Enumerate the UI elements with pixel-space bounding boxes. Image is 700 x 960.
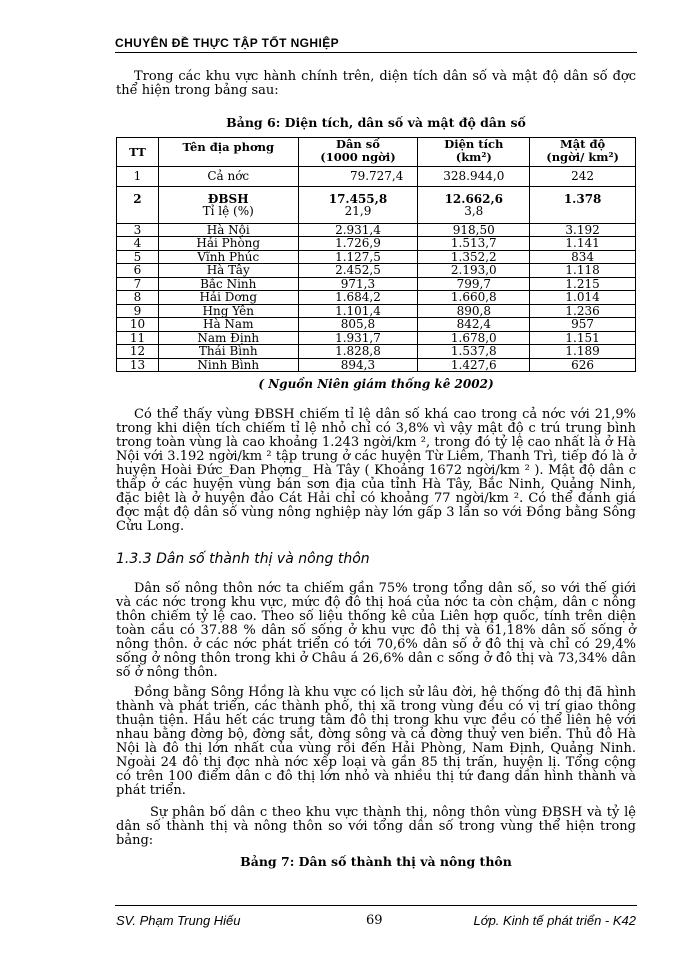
cell-tt: 3 (117, 223, 159, 237)
cell-area: 918,50 (418, 223, 530, 237)
dbsh-pop-pct: 21,9 (344, 204, 372, 218)
table6-caption: Bảng 6: Diện tích, dân số và mật độ dân số (226, 115, 526, 130)
cell-tt: 1 (117, 167, 159, 187)
table-row-dbsh (117, 186, 636, 223)
cell-name: Bắc Ninh (158, 277, 298, 291)
page-number: 69 (366, 913, 383, 928)
cell-pop: 2.452,5 (298, 264, 418, 278)
table6-header-row (117, 138, 636, 167)
paragraph-urban (116, 686, 636, 798)
cell-area: 2.193,0 (418, 264, 530, 278)
intro-text: Trong các khu vực hành chính trên, diện tích dân số và mật độ dân số đợc thể hiện trong bảng sau: (116, 69, 636, 98)
table-row (117, 304, 636, 318)
cell-tt: 5 (117, 250, 159, 264)
cell-density: 1.378 (530, 186, 636, 223)
cell-density: 3.192 (530, 223, 636, 237)
cell-tt: 13 (117, 358, 159, 372)
table-row (117, 277, 636, 291)
dbsh-pop: 17.455,8 (328, 191, 388, 206)
cell-area: 842,4 (418, 318, 530, 332)
cell-density: 1.215 (530, 277, 636, 291)
table-row (117, 223, 636, 237)
table-row (117, 291, 636, 305)
cell-tt: 9 (117, 304, 159, 318)
footer-class: Lớp. Kinh tế phát triển - K42 (473, 913, 636, 928)
cell-density: 1.014 (530, 291, 636, 305)
table7-caption: Bảng 7: Dân số thành thị và nông thôn (240, 854, 512, 869)
cell-name: Hải Phòng (158, 237, 298, 251)
paragraph-density (116, 408, 636, 534)
cell-tt: 10 (117, 318, 159, 332)
cell-name: Nam Định (158, 331, 298, 345)
paragraph-density-text: Có thể thấy vùng ĐBSH chiếm tỉ lệ dân số khá cao trong cả nớc với 21,9% trong khi diện tích chiếm tỉ lệ nhỏ chỉ có 3,8% vì vậy mật độ c trú trung bình trong toàn vùng là cao khoảng 1.243 ngời/km ², trong đó tỷ lệ cao nhất là ở Hà Nội với 3.192 ngời/km ² tập trung ở các huyện Từ Liêm, Thanh Trì, tiếp đó là ở huyện Hoài Đức_Đan Phợng_ Hà Tây ( Khoảng 1672 ngời/km ² ). Mật độ dân c thấp ở các huyện vùng bán sơn địa của tỉnh Hà Tây, Bắc Ninh, Quảng Ninh, đặc biệt là ở huyện đảo Cát Hải chỉ có khoảng 77 ngời/km ². Có thể đánh giá đợc mật độ dân số vùng nông nghiệp này lớn gấp 3 lần so với Đồng bằng Sông Cửu Long. (116, 407, 636, 534)
table-row (117, 237, 636, 251)
cell-pop: 1.828,8 (298, 345, 418, 359)
cell-density: 626 (530, 358, 636, 372)
cell-tt: 11 (117, 331, 159, 345)
cell-area: 799,7 (418, 277, 530, 291)
cell-name: Hải Dơng (158, 291, 298, 305)
dbsh-area-pct: 3,8 (464, 204, 484, 218)
cell-name: Hng Yên (158, 304, 298, 318)
header-area (418, 138, 530, 167)
cell-tt: 2 (117, 186, 159, 223)
cell-area: 1.537,8 (418, 345, 530, 359)
cell-area: 1.427,6 (418, 358, 530, 372)
header-pop (298, 138, 418, 167)
cell-pop: 894,3 (298, 358, 418, 372)
cell-tt: 7 (117, 277, 159, 291)
cell-area: 1.660,8 (418, 291, 530, 305)
footer-author: SV. Phạm Trung Hiếu (116, 913, 241, 928)
cell-pop: 1.101,4 (298, 304, 418, 318)
table-row (117, 264, 636, 278)
cell-name: Cả nớc (158, 167, 298, 187)
cell-density: 834 (530, 250, 636, 264)
cell-pop: 805,8 (298, 318, 418, 332)
table-row (117, 358, 636, 372)
table-row (117, 167, 636, 187)
table6 (116, 137, 636, 372)
cell-pop: 2.931,4 (298, 223, 418, 237)
cell-pop: 971,3 (298, 277, 418, 291)
cell-name: Thái Bình (158, 345, 298, 359)
header-tt: TT (117, 138, 159, 167)
cell-tt: 12 (117, 345, 159, 359)
cell-pop: 1.726,9 (298, 237, 418, 251)
cell-name: Hà Nội (158, 223, 298, 237)
header-density (530, 138, 636, 167)
footer-rule (115, 905, 637, 906)
paragraph-distribution-text: Sự phân bố dân c theo khu vực thành thị, nông thôn vùng ĐBSH và tỷ lệ dân số thành thị và nông thôn so với tổng dân số trong vùng thể hiện trong bảng: (116, 805, 636, 848)
cell-name (158, 186, 298, 223)
running-header: CHUYÊN ĐỀ THỰC TẬP TỐT NGHIỆP (115, 36, 340, 50)
cell-pop: 79.727,4 (298, 167, 418, 187)
cell-density: 1.118 (530, 264, 636, 278)
cell-pop: 1.931,7 (298, 331, 418, 345)
header-rule (115, 52, 637, 53)
cell-density: 1.189 (530, 345, 636, 359)
cell-pop: 1.127,5 (298, 250, 418, 264)
header-area-label: Diện tích (444, 137, 504, 151)
paragraph-urban-text: Đồng bằng Sông Hồng là khu vực có lịch sử lâu đời, hệ thống đô thị đã hình thành và phát triển, các thành phố, thị xã trong vùng đều có vị trí giao thông thuận tiện. Hầu hết các trung tâm đô thị trong khu vực đều có thể liên hệ với nhau bằng đờng bộ, đờng sắt, đờng sông và cả đờng thuỷ ven biển. Thủ đô Hà Nội là đô thị lớn nhất của vùng rồi đến Hải Phòng, Nam Định, Quảng Ninh. Ngoài 24 đô thị đợc nhà nớc xếp loại và gần 85 thị trấn, huyện lị. Tổng cộng có trên 100 điểm dân c đô thị lớn nhỏ và nhiều thị tứ đang dần hình thành và phát triển. (116, 685, 636, 798)
cell-name: Ninh Bình (158, 358, 298, 372)
paragraph-rural (116, 582, 636, 680)
header-pop-label: Dân số (336, 137, 380, 151)
cell-area: 1.513,7 (418, 237, 530, 251)
cell-density: 1.151 (530, 331, 636, 345)
cell-tt: 6 (117, 264, 159, 278)
cell-pop (298, 186, 418, 223)
header-name: Tên địa phơng (158, 138, 298, 167)
paragraph-distribution (116, 806, 636, 848)
cell-density: 1.141 (530, 237, 636, 251)
intro-paragraph (116, 70, 636, 98)
cell-area: 890,8 (418, 304, 530, 318)
header-density-unit: (ngời/ km²) (546, 149, 619, 164)
cell-area: 1.678,0 (418, 331, 530, 345)
cell-density: 1.236 (530, 304, 636, 318)
table-row (117, 331, 636, 345)
dbsh-name: ĐBSH (207, 191, 249, 206)
cell-name: Hà Tây (158, 264, 298, 278)
cell-tt: 4 (117, 237, 159, 251)
header-pop-unit: (1000 ngời) (320, 149, 396, 164)
header-density-label: Mật độ (559, 137, 606, 151)
cell-name: Vĩnh Phúc (158, 250, 298, 264)
header-area-unit: (km²) (455, 149, 492, 164)
table-row (117, 318, 636, 332)
cell-area: 1.352,2 (418, 250, 530, 264)
dbsh-subname: Tỉ lệ (%) (202, 204, 254, 218)
cell-density: 242 (530, 167, 636, 187)
table-row (117, 345, 636, 359)
cell-pop: 1.684,2 (298, 291, 418, 305)
cell-tt: 8 (117, 291, 159, 305)
cell-density: 957 (530, 318, 636, 332)
table6-source: ( Nguồn Niên giám thống kê 2002) (258, 377, 494, 391)
cell-area: 328.944,0 (418, 167, 530, 187)
dbsh-area: 12.662,6 (444, 191, 504, 206)
cell-area (418, 186, 530, 223)
section-heading: 1.3.3 Dân số thành thị và nông thôn (116, 551, 370, 567)
table-row (117, 250, 636, 264)
cell-name: Hà Nam (158, 318, 298, 332)
paragraph-rural-text: Dân số nông thôn nớc ta chiếm gần 75% trong tổng dân số, so với thế giới và các nớc trong khu vực, mức độ đô thị hoá của nớc ta còn chậm, dân c nông thôn chiếm tỷ lệ cao. Theo số liệu thống kê của Liên hợp quốc, tính trên diện toàn cầu có 37.88 % dân số sống ở khu vực đô thị và 61,18% dân số sống ở nông thôn. ở các nớc phát triển có tới 70,6% dân số ở đô thị và chỉ có 29,4% sống ở nông thôn trong khi ở Châu á 26,6% dân c sống ở đô thị và 73,34% dân số ở nông thôn. (116, 581, 636, 680)
